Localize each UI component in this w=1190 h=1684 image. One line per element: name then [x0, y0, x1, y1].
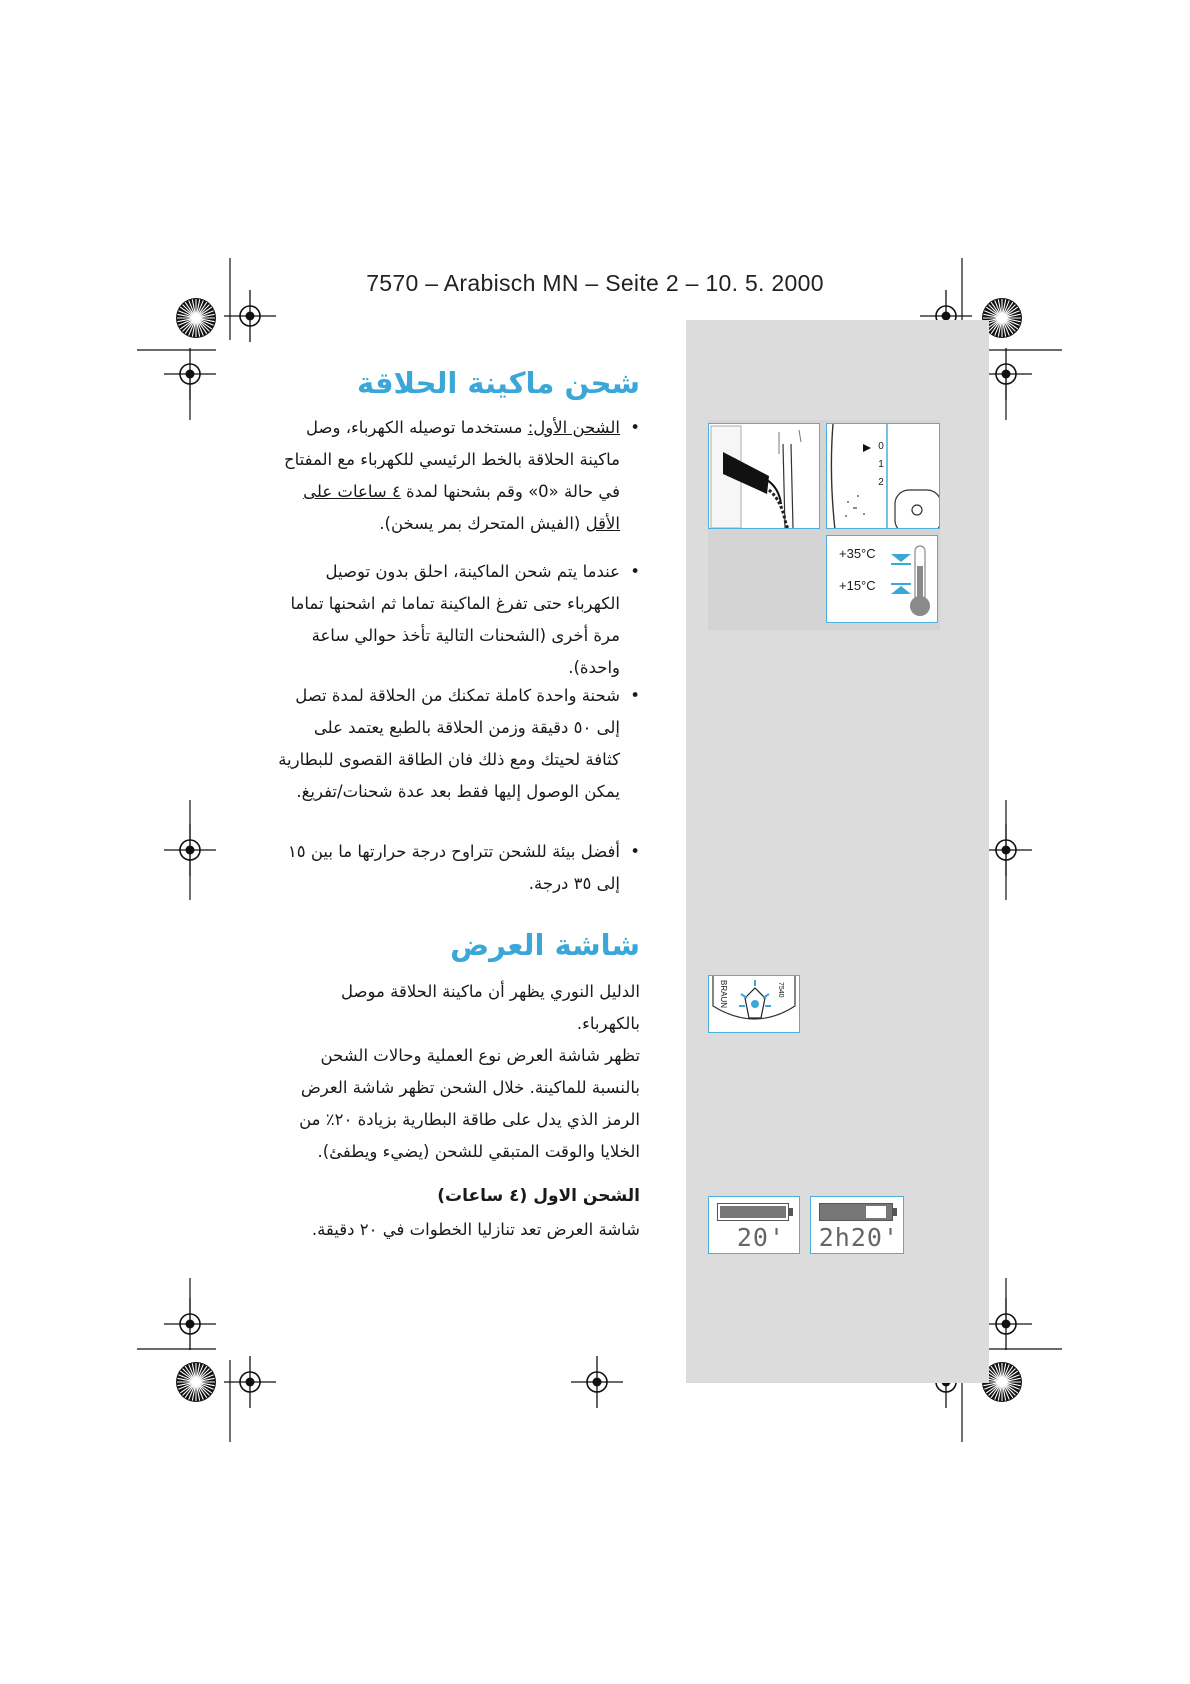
- bullet-first-charge: [275, 412, 640, 540]
- temp-low-label: +15°C: [839, 578, 876, 593]
- page-header: 7570 – Arabisch MN – Seite 2 – 10. 5. 2000: [366, 270, 824, 296]
- brand-logo: BRAUN: [719, 980, 728, 1009]
- figure-display-20min: [708, 1196, 800, 1254]
- plug-illustration: [709, 424, 820, 529]
- display-time-2h20: 2h20': [818, 1223, 899, 1252]
- battery-icon: [717, 1203, 789, 1221]
- bullet-full-discharge: • عندما يتم شحن الماكينة، احلق بدون توصيل الكهرباء حتى تفرغ الماكينة تماما ثم اشحنها تماما مرة أخرى (الشحنات التالية تأخذ حوالي ساعة واحدة).: [275, 556, 640, 684]
- switch-label-1: 1: [878, 459, 884, 470]
- display-paragraph-1: الدليل النوري يظهر أن ماكينة الحلاقة موصل بالكهرباء.: [340, 982, 640, 1033]
- figure-thermometer: [826, 535, 938, 623]
- figure-plug-socket: [708, 423, 820, 529]
- model-number: 7540: [777, 982, 784, 998]
- bullet-shaving-time: • شحنة واحدة كاملة تمكنك من الحلاقة لمدة تصل إلى ٥٠ دقيقة وزمن الحلاقة بالطبع يعتمد على كثافة لحيتك ومع ذلك فان الطاقة القصوى للبطارية يمكن الوصول إليها فقط بعد عدة شحنات/تفريغ.: [275, 680, 640, 808]
- first-charge-label: الشحن الأول:: [527, 418, 620, 437]
- countdown-text: شاشة العرض تعد تنازليا الخطوات في ٢٠ دقيقة.: [311, 1220, 640, 1239]
- battery-icon-empty: [819, 1203, 893, 1221]
- figure-switch: [826, 423, 940, 529]
- display-paragraph-2: تظهر شاشة العرض نوع العملية وحالات الشحن بالنسبة للماكينة. خلال الشحن تظهر شاشة العرض الرمز الذي يدل على طاقة البطارية بزيادة ٢٠٪ من الخلايا والوقت المتبقي للشحن (يضيء ويطفئ).: [299, 1046, 640, 1161]
- figure-pilot-light: [708, 975, 800, 1033]
- figure-display-2h20: [810, 1196, 904, 1254]
- bullet-text: • الشحن الأول: مستخدما توصيله الكهرباء، وصل ماكينة الحلاقة بالخط الرئيسي للكهرباء مع المفتاح في حالة «0» وقم بشحنها لمدة ٤ ساعات على الأقل (الفيش المتحرك بمر يسخن).: [275, 412, 640, 540]
- switch-label-0: 0: [878, 441, 884, 452]
- section-heading-charging: شحن ماكينة الحلاقة: [356, 366, 640, 400]
- subheading-first-charge: الشحن الاول (٤ ساعات): [437, 1186, 640, 1206]
- display-time-20: 20': [736, 1223, 785, 1252]
- battery-fill: [720, 1206, 786, 1218]
- temp-high-label: +35°C: [839, 546, 876, 561]
- switch-scale: [876, 438, 886, 492]
- thermometer-icon: [887, 540, 935, 620]
- bullet-temperature: • أفضل بيئة للشحن تتراوح درجة حرارتها ما بين ١٥ إلى ٣٥ درجة.: [275, 836, 640, 900]
- switch-label-2: 2: [878, 477, 884, 488]
- section-heading-display: شاشة العرض: [450, 928, 640, 962]
